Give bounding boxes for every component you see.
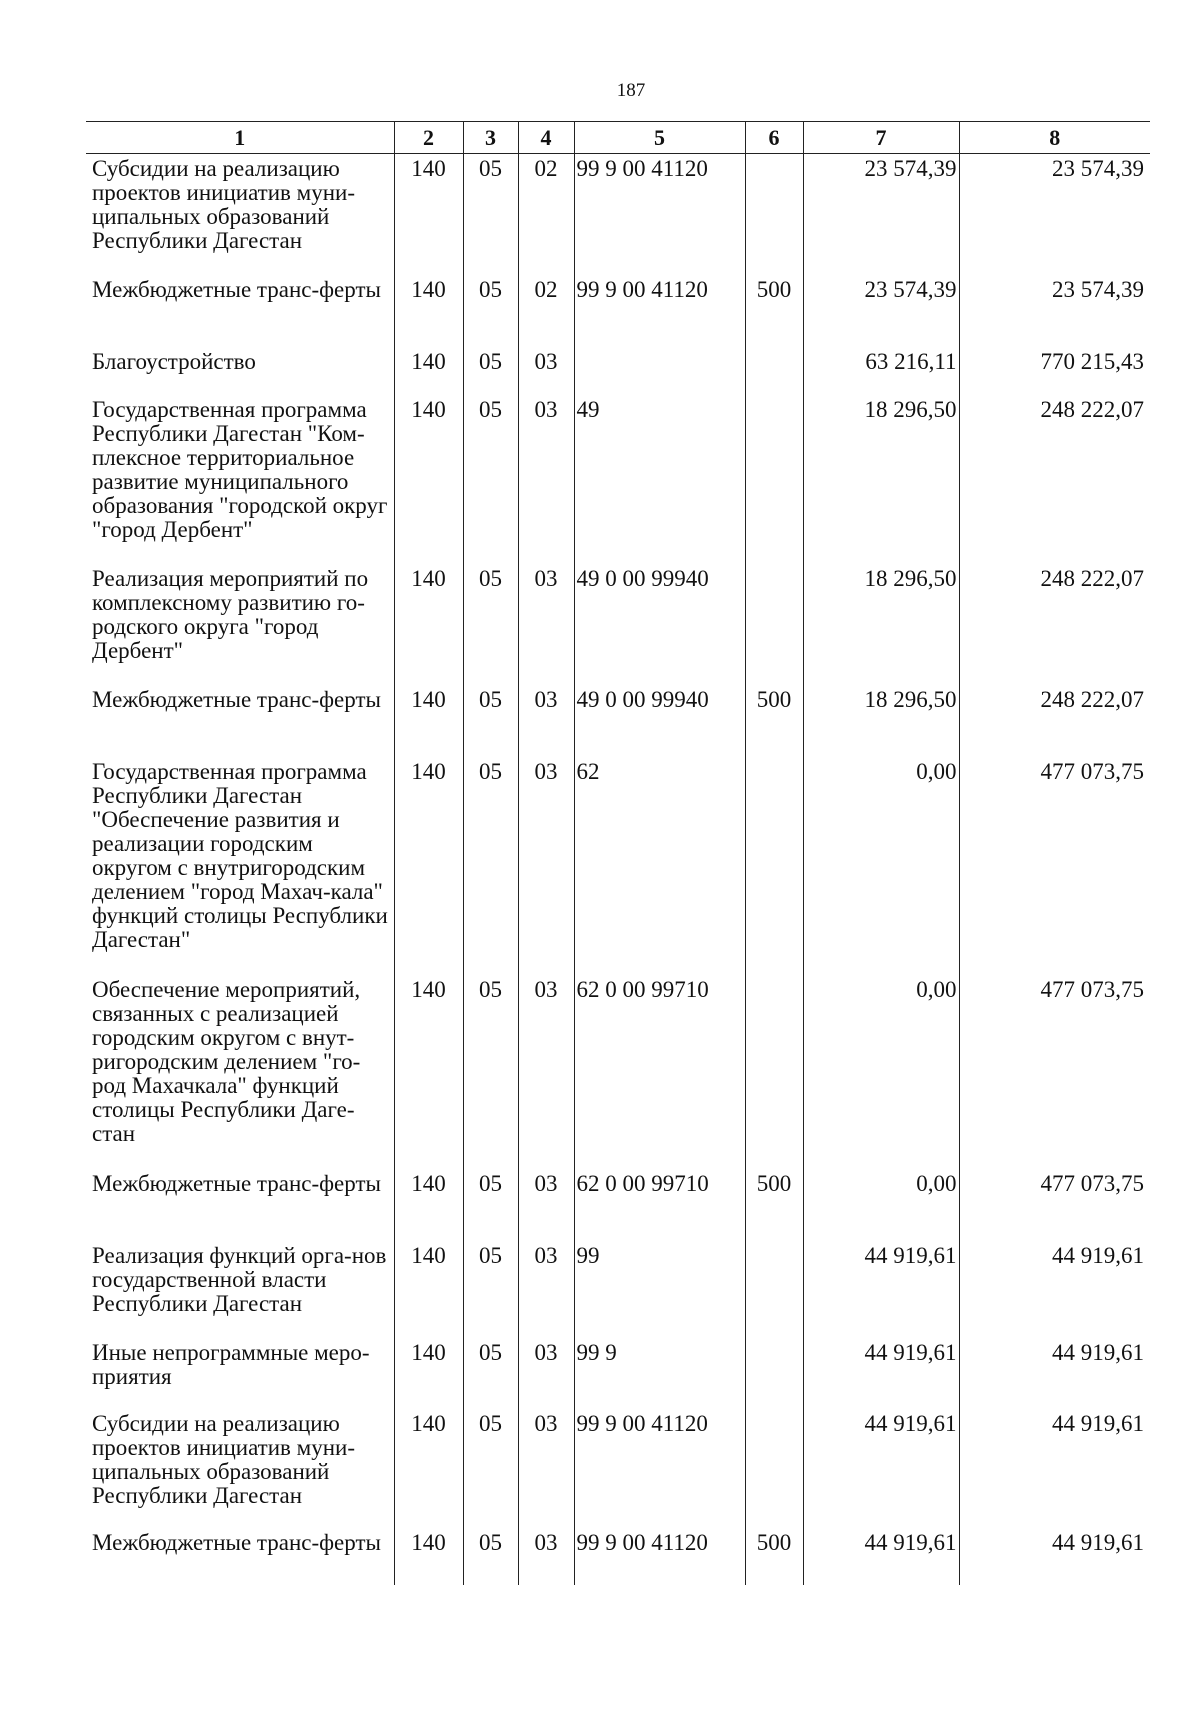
table-row <box>86 564 1150 685</box>
row-col-4: 03 <box>518 1241 574 1338</box>
row-col-7: 0,00 <box>803 1169 959 1241</box>
row-col-8: 44 919,61 <box>959 1409 1150 1528</box>
header-col-5: 5 <box>574 122 745 154</box>
table-row <box>86 395 1150 564</box>
row-col-5: 99 9 <box>574 1338 745 1409</box>
row-col-5: 62 <box>574 757 745 975</box>
row-col-8: 477 073,75 <box>959 757 1150 975</box>
row-name: Государственная программа Республики Дагестан "Обеспечение развития и реализации городским округом с внутригородским делением "город Махач-кала" функций столицы Республики Дагестан" <box>92 758 388 952</box>
row-col-2: 140 <box>394 757 463 975</box>
page-number: 187 <box>616 80 646 101</box>
row-col-6: 500 <box>745 275 803 347</box>
row-col-3: 05 <box>463 1169 518 1241</box>
row-col-6: 500 <box>745 1528 803 1585</box>
row-col-2: 140 <box>394 347 463 395</box>
table-header-row <box>86 122 1150 154</box>
row-col-5: 99 9 00 41120 <box>574 275 745 347</box>
header-col-7: 7 <box>803 122 959 154</box>
row-col-8: 770 215,43 <box>959 347 1150 395</box>
table-row <box>86 975 1150 1169</box>
row-col-4: 03 <box>518 685 574 757</box>
row-col-6 <box>745 1409 803 1528</box>
header-col-1: 1 <box>86 122 394 154</box>
row-col-6 <box>745 1241 803 1338</box>
table-row <box>86 1169 1150 1241</box>
row-col-5: 99 <box>574 1241 745 1338</box>
row-col-7: 23 574,39 <box>803 275 959 347</box>
row-col-7: 18 296,50 <box>803 685 959 757</box>
row-col-6 <box>745 564 803 685</box>
table-row <box>86 757 1150 975</box>
row-col-4: 02 <box>518 275 574 347</box>
row-col-5 <box>574 347 745 395</box>
row-col-7: 0,00 <box>803 757 959 975</box>
row-col-4: 03 <box>518 395 574 564</box>
row-col-2: 140 <box>394 1338 463 1409</box>
row-col-2: 140 <box>394 1169 463 1241</box>
row-col-4: 03 <box>518 347 574 395</box>
row-col-7: 23 574,39 <box>803 154 959 275</box>
table-row <box>86 154 1150 275</box>
row-col-7: 44 919,61 <box>803 1528 959 1585</box>
row-col-3: 05 <box>463 975 518 1169</box>
row-name: Межбюджетные транс-ферты <box>92 276 381 302</box>
row-col-5: 49 <box>574 395 745 564</box>
row-name: Межбюджетные транс-ферты <box>92 686 381 712</box>
budget-table <box>86 121 1150 1585</box>
row-col-5: 49 0 00 99940 <box>574 564 745 685</box>
row-col-6 <box>745 757 803 975</box>
row-col-2: 140 <box>394 1409 463 1528</box>
row-col-3: 05 <box>463 154 518 275</box>
row-col-2: 140 <box>394 395 463 564</box>
row-col-3: 05 <box>463 564 518 685</box>
row-col-7: 0,00 <box>803 975 959 1169</box>
row-col-5: 99 9 00 41120 <box>574 1409 745 1528</box>
row-name: Государственная программа Республики Дагестан "Ком-плексное территориальное развитие муниципального образования "городской округ "город Дербент" <box>92 396 388 542</box>
row-col-4: 03 <box>518 564 574 685</box>
row-col-4: 03 <box>518 1528 574 1585</box>
row-col-6: 500 <box>745 1169 803 1241</box>
row-col-8: 44 919,61 <box>959 1241 1150 1338</box>
table-row <box>86 1528 1150 1585</box>
row-col-3: 05 <box>463 395 518 564</box>
row-col-7: 63 216,11 <box>803 347 959 395</box>
row-col-2: 140 <box>394 154 463 275</box>
row-col-7: 44 919,61 <box>803 1338 959 1409</box>
row-name: Реализация функций орга-нов государственной власти Республики Дагестан <box>92 1242 387 1316</box>
row-col-4: 02 <box>518 154 574 275</box>
row-col-8: 248 222,07 <box>959 564 1150 685</box>
row-col-8: 248 222,07 <box>959 685 1150 757</box>
row-col-3: 05 <box>463 275 518 347</box>
table-row <box>86 1338 1150 1409</box>
row-col-5: 49 0 00 99940 <box>574 685 745 757</box>
row-name: Реализация мероприятий по комплексному развитию го-родского округа "город Дербент" <box>92 565 369 663</box>
row-col-3: 05 <box>463 685 518 757</box>
row-col-3: 05 <box>463 1338 518 1409</box>
header-col-6: 6 <box>745 122 803 154</box>
header-col-8: 8 <box>959 122 1150 154</box>
row-col-2: 140 <box>394 975 463 1169</box>
row-col-3: 05 <box>463 1528 518 1585</box>
row-col-3: 05 <box>463 757 518 975</box>
row-col-4: 03 <box>518 1409 574 1528</box>
row-col-5: 62 0 00 99710 <box>574 975 745 1169</box>
row-col-4: 03 <box>518 1169 574 1241</box>
row-col-8: 44 919,61 <box>959 1528 1150 1585</box>
row-col-8: 248 222,07 <box>959 395 1150 564</box>
row-col-8: 23 574,39 <box>959 275 1150 347</box>
row-name: Иные непрограммные меро-приятия <box>92 1339 370 1389</box>
header-col-4: 4 <box>518 122 574 154</box>
row-col-2: 140 <box>394 1241 463 1338</box>
row-name: Субсидии на реализацию проектов инициатив муни-ципальных образований Республики Дагестан <box>92 1410 355 1508</box>
row-col-7: 18 296,50 <box>803 564 959 685</box>
row-col-8: 23 574,39 <box>959 154 1150 275</box>
row-col-2: 140 <box>394 564 463 685</box>
row-col-8: 477 073,75 <box>959 1169 1150 1241</box>
row-col-4: 03 <box>518 757 574 975</box>
row-col-6 <box>745 1338 803 1409</box>
row-name: Обеспечение мероприятий, связанных с реализацией городским округом с внут-ригородским делением "го-род Махачкала" функций столицы Республики Даге-стан <box>92 976 361 1146</box>
row-name: Субсидии на реализацию проектов инициатив муни-ципальных образований Республики Дагестан <box>92 156 355 253</box>
table-row <box>86 685 1150 757</box>
row-name: Межбюджетные транс-ферты <box>92 1529 381 1555</box>
row-col-3: 05 <box>463 1409 518 1528</box>
row-col-7: 44 919,61 <box>803 1241 959 1338</box>
row-col-6 <box>745 395 803 564</box>
row-col-2: 140 <box>394 685 463 757</box>
table-row <box>86 1241 1150 1338</box>
row-col-7: 44 919,61 <box>803 1409 959 1528</box>
row-col-5: 99 9 00 41120 <box>574 1528 745 1585</box>
header-col-3: 3 <box>463 122 518 154</box>
row-col-8: 44 919,61 <box>959 1338 1150 1409</box>
row-col-6: 500 <box>745 685 803 757</box>
table-row <box>86 275 1150 347</box>
table-row <box>86 1409 1150 1528</box>
row-name: Благоустройство <box>92 348 256 374</box>
table-row <box>86 347 1150 395</box>
row-col-5: 99 9 00 41120 <box>574 154 745 275</box>
row-col-5: 62 0 00 99710 <box>574 1169 745 1241</box>
row-col-8: 477 073,75 <box>959 975 1150 1169</box>
row-col-2: 140 <box>394 1528 463 1585</box>
row-col-6 <box>745 347 803 395</box>
row-col-3: 05 <box>463 347 518 395</box>
row-name: Межбюджетные транс-ферты <box>92 1170 381 1196</box>
row-col-6 <box>745 975 803 1169</box>
row-col-3: 05 <box>463 1241 518 1338</box>
row-col-7: 18 296,50 <box>803 395 959 564</box>
row-col-4: 03 <box>518 975 574 1169</box>
header-col-2: 2 <box>394 122 463 154</box>
row-col-4: 03 <box>518 1338 574 1409</box>
row-col-6 <box>745 154 803 275</box>
row-col-2: 140 <box>394 275 463 347</box>
